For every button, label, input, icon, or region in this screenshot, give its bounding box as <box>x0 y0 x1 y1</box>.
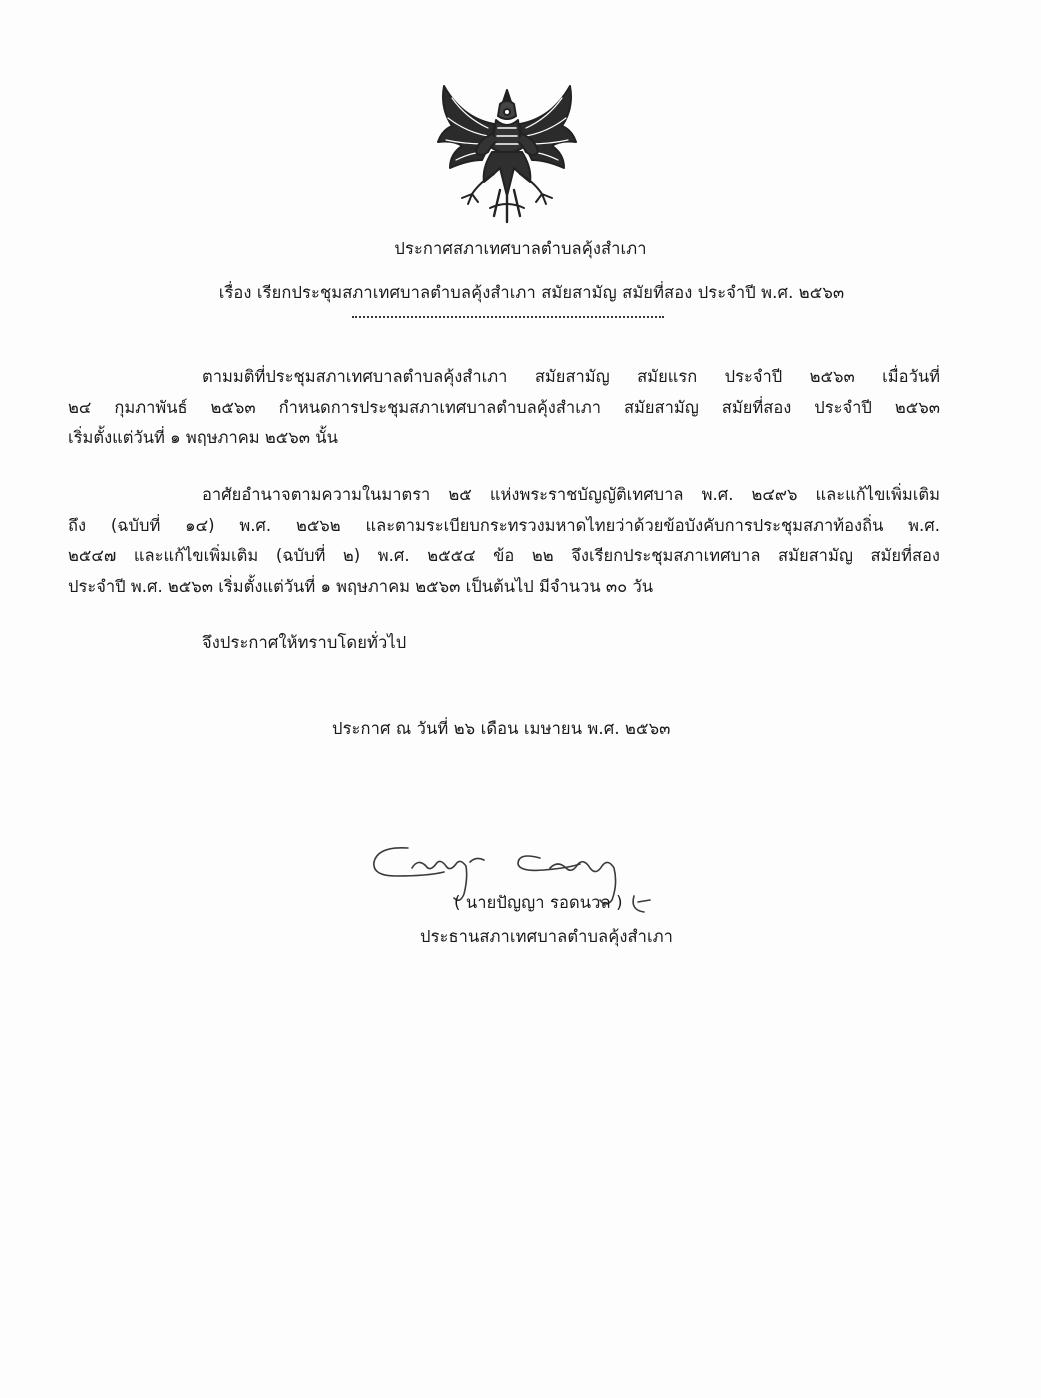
paragraph-2 <box>68 480 940 602</box>
announcement-issuer: ประกาศสภาเทศบาลตำบลคุ้งสำเภา <box>394 239 647 258</box>
paragraph-1-line-2: ๒๔ กุมภาพันธ์ ๒๕๖๓ กำหนดการประชุมสภาเทศบาลตำบลคุ้งสำเภา สมัยสามัญ สมัยที่สอง ประจำปี ๒๕๖๓ <box>68 397 940 417</box>
separator-dots <box>352 316 664 318</box>
paragraph-1-line-1: ตามมติที่ประชุมสภาเทศบาลตำบลคุ้งสำเภา สมัยสามัญ สมัยแรก ประจำปี ๒๕๖๓ เมื่อวันที่ <box>202 367 940 386</box>
signatory-name: ( นายปัญญา รอดนวล ) <box>454 893 623 912</box>
paragraph-1 <box>68 362 940 454</box>
paragraph-2-line-3: ๒๕๔๗ และแก้ไขเพิ่มเติม (ฉบับที่ ๒) พ.ศ. ๒๕๕๔ ข้อ ๒๒ จึงเรียกประชุมสภาเทศบาล สมัยสามัญ สมัยที่สอง <box>68 546 940 565</box>
garuda-emblem-icon <box>432 78 582 224</box>
signatory-position: ประธานสภาเทศบาลตำบลคุ้งสำเภา <box>420 927 674 946</box>
announcement-subject: เรื่อง เรียกประชุมสภาเทศบาลตำบลคุ้งสำเภา สมัยสามัญ สมัยที่สอง ประจำปี พ.ศ. ๒๕๖๓ <box>218 283 845 302</box>
paragraph-2-line-1: อาศัยอำนาจตามความในมาตรา ๒๕ แห่งพระราชบัญญัติเทศบาล พ.ศ. ๒๔๙๖ และแก้ไขเพิ่มเติม <box>202 485 940 504</box>
announcement-date: ประกาศ ณ วันที่ ๒๖ เดือน เมษายน พ.ศ. ๒๕๖๓ <box>332 719 671 738</box>
paragraph-2-line-4: ประจำปี พ.ศ. ๒๕๖๓ เริ่มตั้งแต่วันที่ ๑ พฤษภาคม ๒๕๖๓ เป็นต้นไป มีจำนวน ๓๐ วัน <box>68 576 654 596</box>
closing-statement: จึงประกาศให้ทราบโดยทั่วไป <box>202 633 407 652</box>
paragraph-2-line-2: ถึง (ฉบับที่ ๑๔) พ.ศ. ๒๕๖๒ และตามระเบียบกระทรวงมหาดไทยว่าด้วยข้อบังคับการประชุมสภาท้องถิ่น พ.ศ. <box>68 515 940 535</box>
paragraph-1-line-3: เริ่มตั้งแต่วันที่ ๑ พฤษภาคม ๒๕๖๓ นั้น <box>68 428 338 447</box>
